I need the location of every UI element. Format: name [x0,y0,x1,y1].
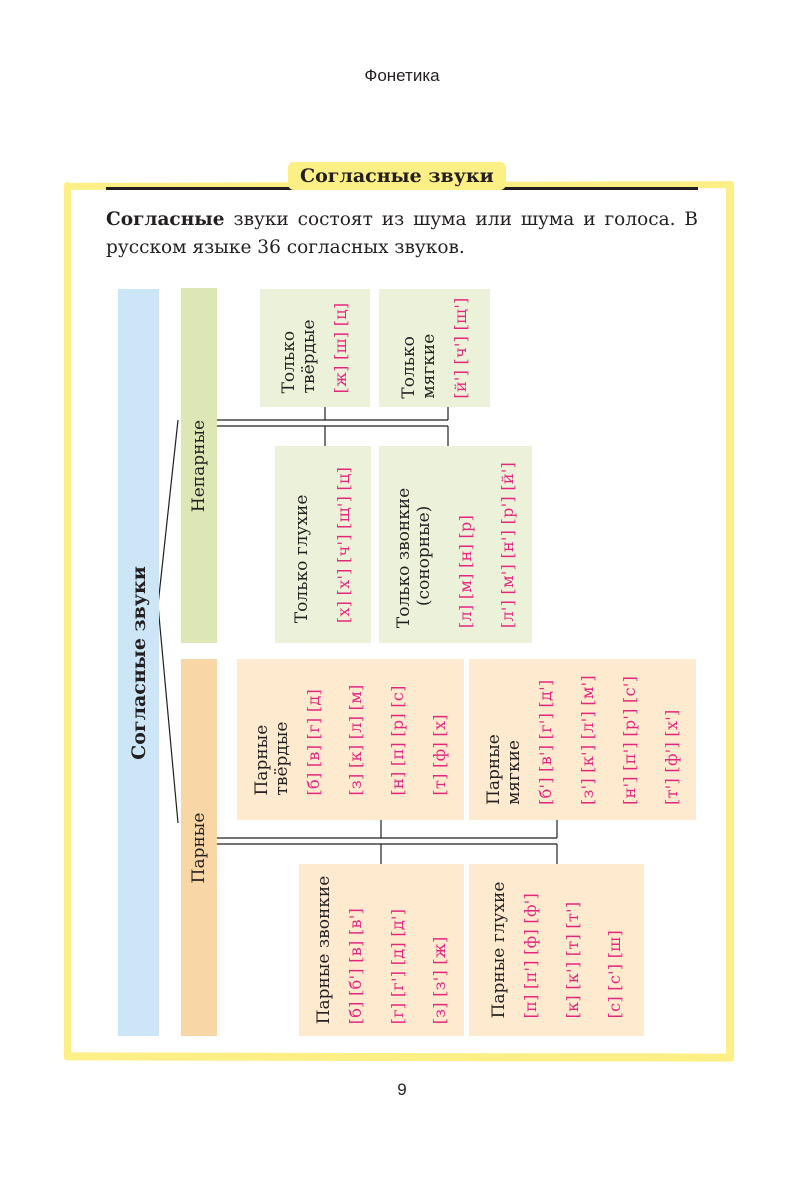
connector-main-unpaired [158,420,178,605]
only-voiced-label-1: Только звонкие [393,487,414,628]
only-voiced-sounds-1: [л] [м] [н] [р] [455,514,475,628]
paired-column [181,659,217,1036]
paired-voiced-row: [б] [б'] [в] [в'] [345,907,365,1025]
running-header: Фонетика [364,66,440,85]
paired-soft-box [469,659,696,820]
only-voiced-label-2: (сонорные) [413,505,434,606]
connector-main-paired [158,605,178,823]
only-voiceless-label: Только глухие [292,494,312,623]
paired-soft-row: [б'] [в'] [г'] [д'] [535,679,555,805]
paired-voiced-label: Парные звонкие [313,875,334,1025]
only-voiceless-sounds: [х] [х'] [ч'] [щ'] [ц] [334,466,353,623]
only-soft-sounds: [й'] [ч'] [щ'] [450,297,470,399]
paired-voiced-row: [з] [з'] [ж] [429,936,449,1025]
paired-hard-row: [н] [п] [р] [с] [387,684,407,796]
paired-hard-box [237,659,464,820]
only-voiced-box [379,446,532,643]
section-title: Согласные звуки [288,162,506,190]
page-number: 9 [397,1080,407,1099]
only-soft-box [379,289,490,407]
paired-hard-label-2: твёрдые [271,721,292,796]
paired-hard-row: [т] [ф] [х] [429,713,449,796]
only-soft-label-1: Только [398,336,419,399]
paired-voiceless-row: [к] [к'] [т] [т'] [562,901,582,1019]
paired-voiceless-label: Парные глухие [488,881,509,1019]
only-soft-label-2: мягкие [418,333,439,399]
only-hard-sounds: [ж] [ш] [ц] [331,302,350,394]
main-column [118,289,159,1036]
unpaired-label: Непарные [189,419,209,512]
paired-voiced-box [299,864,464,1036]
paired-label: Парные [189,812,209,883]
intro-text: звуки состоят из шума или шума и голоса. В русском языке 36 согласных звуков. [106,209,698,258]
paired-soft-label-2: мягкие [503,739,524,805]
main-label: Согласные звуки [127,565,150,760]
paired-soft-row: [т'] [ф'] [х'] [661,708,681,805]
paired-soft-label-1: Парные [483,733,504,805]
paired-hard-label-1: Парные [251,724,272,796]
only-voiced-sounds-2: [л'] [м'] [н'] [р'] [й'] [497,461,517,628]
paired-soft-row: [н'] [п'] [р'] [с'] [619,675,639,805]
paired-voiceless-box [469,864,644,1036]
unpaired-column [181,288,217,643]
only-hard-label-1: Только [279,330,299,394]
paired-voiceless-row: [п] [п'] [ф] [ф'] [520,892,540,1019]
only-hard-label-2: твёрдые [299,319,319,394]
intro-term: Согласные [106,209,225,230]
paired-voiced-row: [г] [г'] [д] [д'] [387,908,407,1025]
paired-hard-row: [б] [в] [г] [д] [303,688,323,796]
paired-soft-row: [з'] [к'] [л'] [м'] [577,674,597,805]
only-voiceless-box [275,446,371,643]
paired-voiceless-row: [с] [с'] [ш] [604,930,624,1019]
only-hard-box [260,289,370,407]
paired-hard-row: [з] [к] [л] [м] [345,683,365,796]
